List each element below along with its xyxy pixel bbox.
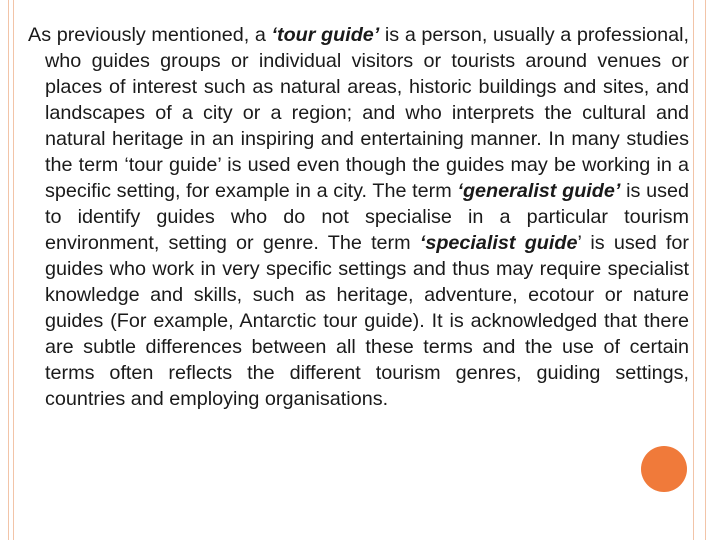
text-part-1: As previously mentioned, a <box>28 24 272 46</box>
term-specialist-guide: ‘specialist guide <box>419 232 578 254</box>
text-part-4: ’ is used for guides who work in very specific settings and thus may require specialist knowledge and skills, such as heritage, adventure, ecotour or nature guides (For example, Antarctic tour guide). It is acknowledged that there are subtle differences between all these terms and the use of certain terms often reflects the different tourism genres, guiding settings, countries and employing organisations. <box>45 232 690 410</box>
accent-circle <box>641 446 687 492</box>
left-frame-border <box>8 0 14 540</box>
text-part-2: is a person, usually a professional, who guides groups or individual visitors or tourists around venues or places of interest such as natural areas, historic buildings and sites, and landscapes of a city or a region; and who interprets the cultural and natural heritage in an inspiring and entertaining manner. In many studies the term ‘tour guide’ is used even though the guides may be working in a specific setting, for example in a city. The term <box>45 24 689 202</box>
text-part-3: is used to identify guides who do not specialise in a particular tourism environment, setting or genre. The term <box>45 180 689 254</box>
slide-body-text <box>28 22 689 412</box>
term-generalist-guide: ‘generalist guide’ <box>457 180 621 202</box>
term-tour-guide: ‘tour guide’ <box>271 24 380 46</box>
right-frame-border <box>693 0 706 540</box>
